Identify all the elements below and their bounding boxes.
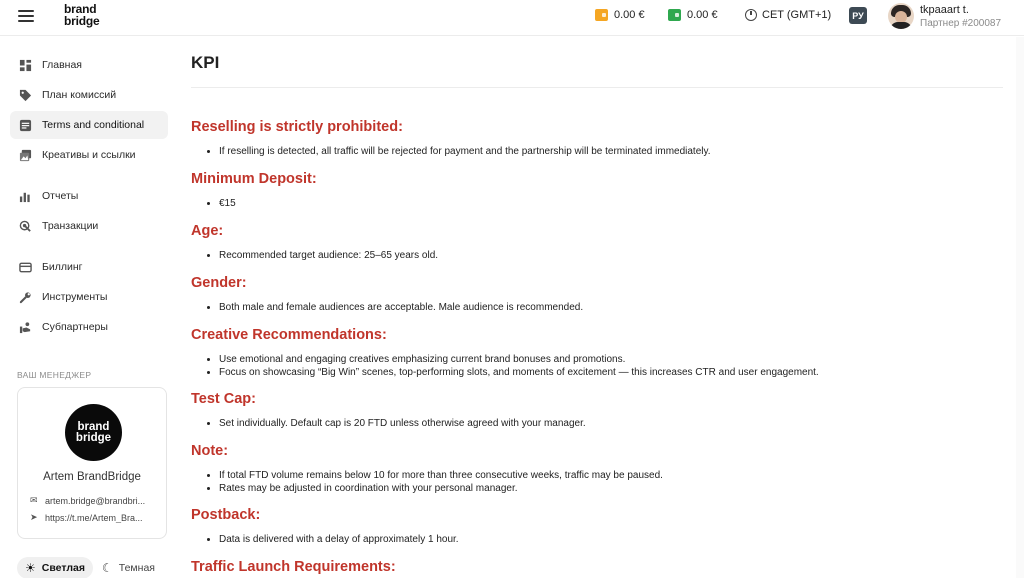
sidebar-item-terms[interactable] xyxy=(10,111,168,139)
section-gender xyxy=(191,275,1003,315)
balance-value: 0.00 € xyxy=(614,9,645,21)
wrench-icon xyxy=(19,291,32,304)
sun-icon: ☀ xyxy=(25,561,36,575)
list-item: • Set individually. Default cap is 20 FTD unless otherwise agreed with your manager. xyxy=(219,418,1003,431)
sidebar-item-transactions[interactable] xyxy=(10,212,168,240)
language-switch[interactable]: РУ xyxy=(849,7,867,24)
balance-value: 0.00 € xyxy=(687,9,718,21)
clock-icon xyxy=(745,9,757,21)
mail-icon: ✉ xyxy=(30,495,38,505)
sidebar-item-commission-plan[interactable] xyxy=(10,81,168,109)
handshake-icon xyxy=(19,321,32,334)
top-header xyxy=(0,0,1024,36)
section-postback xyxy=(191,507,1003,547)
list-item: • If total FTD volume remains below 10 for more than three consecutive weeks, traffic may be paused. xyxy=(219,470,1003,483)
manager-avatar: brand bridge xyxy=(65,404,122,461)
sidebar-item-creatives[interactable] xyxy=(10,141,168,169)
list-item: • Both male and female audiences are acceptable. Male audience is recommended. xyxy=(219,302,1003,315)
sidebar-item-label: Главная xyxy=(42,59,82,71)
sidebar-item-reports[interactable] xyxy=(10,182,168,210)
tag-icon xyxy=(19,89,32,102)
section-heading: Traffic Launch Requirements: xyxy=(191,559,396,575)
sidebar-item-label: Транзакции xyxy=(42,220,99,232)
list-item: • Rates may be adjusted in coordination with your personal manager. xyxy=(219,483,1003,496)
section-heading: Reselling is strictly prohibited: xyxy=(191,119,403,135)
section-heading: Postback: xyxy=(191,507,261,523)
manager-name: Artem BrandBridge xyxy=(43,471,141,483)
scrollbar[interactable] xyxy=(1016,37,1024,578)
manager-card xyxy=(17,387,167,539)
list-item: • Focus on showcasing “Big Win” scenes, top-performing slots, and moments of excitement — this increases CTR and user engagement. xyxy=(219,367,1003,380)
list-item: • Data is delivered with a delay of approximately 1 hour. xyxy=(219,534,1003,547)
wallet-icon xyxy=(668,9,681,21)
section-test-cap xyxy=(191,391,1003,431)
section-reselling xyxy=(191,119,1003,159)
user-name[interactable]: tkpaaart t. xyxy=(920,4,969,16)
avatar[interactable] xyxy=(888,3,914,29)
sidebar xyxy=(0,37,176,578)
theme-dark-button[interactable]: ☾ Темная xyxy=(102,561,155,575)
section-heading: Creative Recommendations: xyxy=(191,327,387,343)
section-heading: Age: xyxy=(191,223,224,239)
sidebar-item-label: Биллинг xyxy=(42,261,83,273)
section-heading: Test Cap: xyxy=(191,391,256,407)
list-item: • If reselling is detected, all traffic will be rejected for payment and the partnership will be terminated immediately. xyxy=(219,146,1003,159)
brand-logo[interactable]: brand bridge xyxy=(64,2,100,28)
section-minimum-deposit xyxy=(191,171,1003,211)
sidebar-item-label: Креативы и ссылки xyxy=(42,149,136,161)
section-note xyxy=(191,443,1003,495)
sidebar-item-label: Отчеты xyxy=(42,190,79,202)
sidebar-item-label: Инструменты xyxy=(42,291,108,303)
bar-chart-icon xyxy=(19,190,32,203)
theme-light-button[interactable]: ☀ Светлая xyxy=(17,557,93,578)
list-item: • €15 xyxy=(219,198,1003,211)
menu-icon[interactable] xyxy=(18,10,34,24)
section-heading: Minimum Deposit: xyxy=(191,171,317,187)
sidebar-item-subpartners[interactable] xyxy=(10,313,168,341)
balance-wallet-green[interactable] xyxy=(668,9,718,21)
partner-id: Партнер #200087 xyxy=(920,18,1002,29)
section-traffic-launch xyxy=(191,559,1003,575)
main-content xyxy=(191,37,1003,578)
list-item: • Recommended target audience: 25–65 years old. xyxy=(219,250,1003,263)
touch-icon xyxy=(19,220,32,233)
moon-icon: ☾ xyxy=(102,561,113,575)
manager-email[interactable]: ✉ artem.bridge@brandbri... xyxy=(30,495,146,506)
section-heading: Gender: xyxy=(191,275,247,291)
list-item: • Use emotional and engaging creatives emphasizing current brand bonuses and promotions. xyxy=(219,354,1003,367)
section-creative-recommendations xyxy=(191,327,1003,379)
section-age xyxy=(191,223,1003,263)
sidebar-item-label: Субпартнеры xyxy=(42,321,108,333)
dashboard-icon xyxy=(19,59,32,72)
sidebar-item-label: Terms and conditional xyxy=(42,119,145,131)
balance-wallet-orange[interactable] xyxy=(595,9,645,21)
telegram-icon: ➤ xyxy=(30,512,38,522)
card-icon xyxy=(19,261,32,274)
manager-telegram[interactable]: ➤ https://t.me/Artem_Bra... xyxy=(30,512,143,523)
timezone-selector[interactable] xyxy=(745,9,831,21)
page-title: KPI xyxy=(191,53,220,72)
sidebar-item-label: План комиссий xyxy=(42,89,117,101)
timezone-label: CET (GMT+1) xyxy=(762,9,832,21)
sidebar-item-home[interactable] xyxy=(10,51,168,79)
sidebar-item-tools[interactable] xyxy=(10,283,168,311)
manager-section-title: ВАШ МЕНЕДЖЕР xyxy=(17,370,92,380)
images-icon xyxy=(19,149,32,162)
document-icon xyxy=(19,119,32,132)
section-heading: Note: xyxy=(191,443,229,459)
sidebar-item-billing[interactable] xyxy=(10,253,168,281)
wallet-icon xyxy=(595,9,608,21)
divider xyxy=(191,87,1003,88)
